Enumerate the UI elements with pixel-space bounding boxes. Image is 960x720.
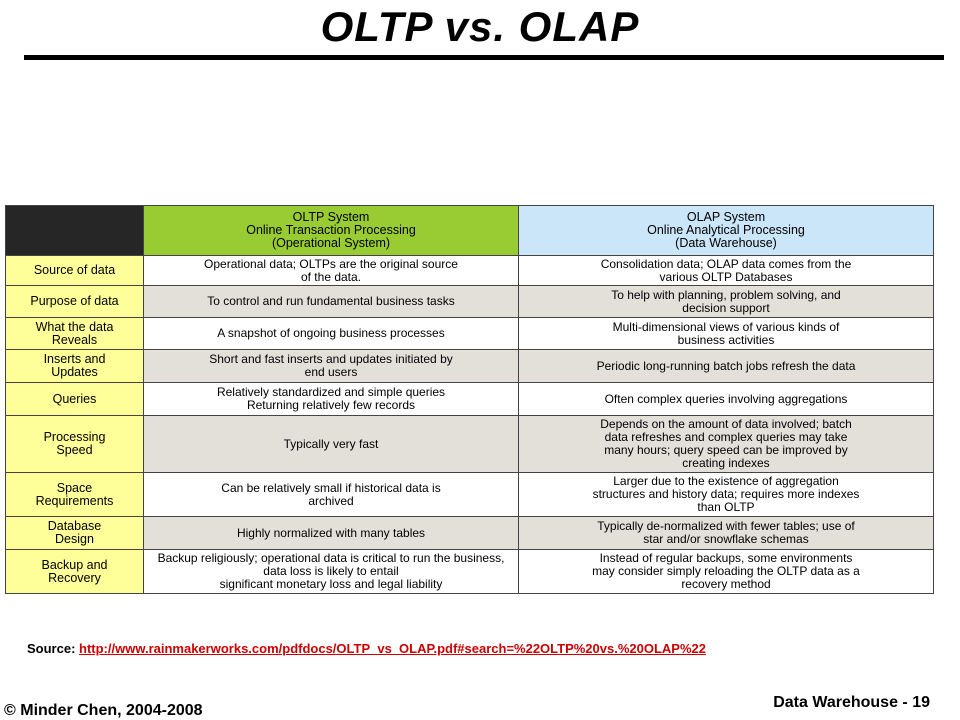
slide-number-footer: Data Warehouse - 19 [773,694,930,711]
source-link[interactable]: http://www.rainmakerworks.com/pdfdocs/OLTP_vs_OLAP.pdf#search=%22OLTP%20vs.%20OLAP%22 [79,641,706,656]
olap-cell: Depends on the amount of data involved; batch data refreshes and complex queries may take many hours; query speed can be improved by creating indexes [519,416,934,473]
row-label: Backup and Recovery [6,550,144,594]
olap-cell: Periodic long-running batch jobs refresh the data [519,350,934,383]
olap-cell: Typically de-normalized with fewer tables; use of star and/or snowflake schemas [519,517,934,550]
olap-cell: To help with planning, problem solving, and decision support [519,286,934,318]
copyright-footer: © Minder Chen, 2004-2008 [4,702,203,719]
olap-column-header: OLAP System Online Analytical Processing (Data Warehouse) [519,206,934,256]
title-divider [24,55,944,60]
oltp-column-header: OLTP System Online Transaction Processing (Operational System) [144,206,519,256]
oltp-cell: Relatively standardized and simple queries Returning relatively few records [144,383,519,416]
oltp-cell: Highly normalized with many tables [144,517,519,550]
slide-title: OLTP vs. OLAP [320,3,640,50]
row-label: Database Design [6,517,144,550]
table-corner-cell [6,206,144,256]
table-row [6,416,934,473]
row-label: Processing Speed [6,416,144,473]
table-header-row [6,206,934,256]
source-citation [27,641,706,656]
table-row [6,473,934,517]
oltp-cell: A snapshot of ongoing business processes [144,318,519,350]
table-row [6,517,934,550]
table-row [6,286,934,318]
oltp-cell: Backup religiously; operational data is critical to run the business, data loss is likely to entail significant monetary loss and legal liability [144,550,519,594]
source-label: Source: [27,641,80,656]
oltp-cell: Can be relatively small if historical data is archived [144,473,519,517]
olap-cell: Multi-dimensional views of various kinds of business activities [519,318,934,350]
row-label: Space Requirements [6,473,144,517]
olap-cell: Consolidation data; OLAP data comes from the various OLTP Databases [519,256,934,286]
olap-cell: Often complex queries involving aggregations [519,383,934,416]
oltp-cell: To control and run fundamental business tasks [144,286,519,318]
row-label: Source of data [6,256,144,286]
table-row [6,383,934,416]
table-row [6,318,934,350]
table-row [6,256,934,286]
row-label: Inserts and Updates [6,350,144,383]
oltp-cell: Short and fast inserts and updates initiated by end users [144,350,519,383]
row-label: Purpose of data [6,286,144,318]
oltp-olap-comparison-table [5,205,934,594]
row-label: What the data Reveals [6,318,144,350]
table-row [6,350,934,383]
oltp-cell: Typically very fast [144,416,519,473]
olap-cell: Larger due to the existence of aggregation structures and history data; requires more indexes than OLTP [519,473,934,517]
oltp-cell: Operational data; OLTPs are the original source of the data. [144,256,519,286]
row-label: Queries [6,383,144,416]
table-row [6,550,934,594]
olap-cell: Instead of regular backups, some environments may consider simply reloading the OLTP data as a recovery method [519,550,934,594]
